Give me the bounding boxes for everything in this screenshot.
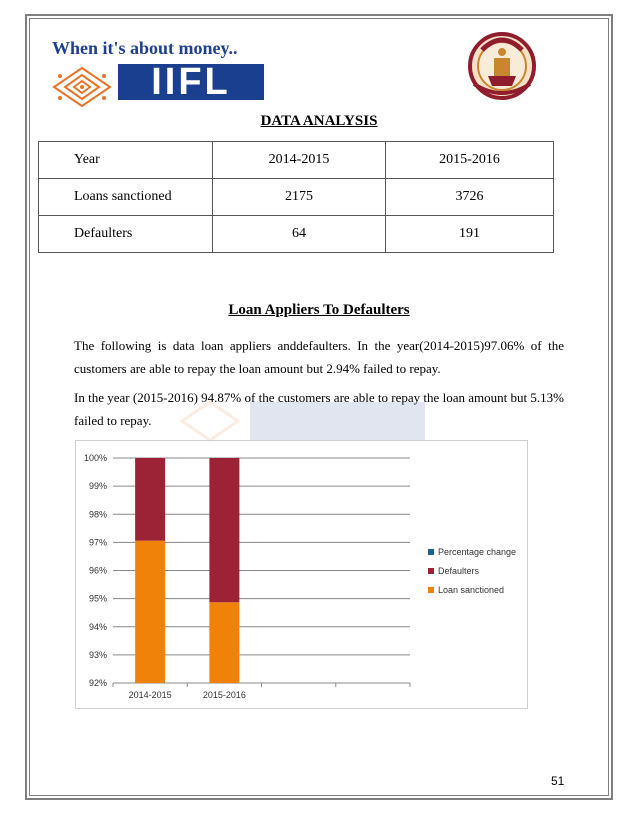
legend-label: Percentage change xyxy=(438,547,517,557)
logo-wordmark: IIFL xyxy=(151,61,231,103)
y-tick-label: 100% xyxy=(83,453,107,463)
y-tick-label: 98% xyxy=(88,509,107,520)
y-tick-label: 93% xyxy=(88,649,107,660)
chart-canvas xyxy=(76,441,527,708)
logo-pattern-icon xyxy=(52,66,112,108)
table-row xyxy=(39,179,554,216)
bar-segment xyxy=(135,541,165,683)
bar-segment xyxy=(135,458,165,541)
y-tick-label: 92% xyxy=(88,678,107,688)
stacked-bar-chart xyxy=(75,440,528,709)
table-row xyxy=(39,216,554,253)
paragraph: The following is data loan appliers anddefaulters. In the year(2014-2015)97.06% of the customers are able to repay the loan amount but 2.94% failed to repay. xyxy=(74,338,564,376)
legend-label: Defaulters xyxy=(438,566,480,576)
legend-swatch xyxy=(428,587,434,593)
table-cell: Loans sanctioned xyxy=(39,179,213,216)
bar-segment xyxy=(209,602,239,683)
legend-swatch xyxy=(428,549,434,555)
table-cell: 2175 xyxy=(213,179,386,216)
section-title: Loan Appliers To Defaulters xyxy=(228,302,410,318)
y-tick-label: 97% xyxy=(88,537,107,548)
watermark-logo-icon xyxy=(180,400,430,442)
bar-segment xyxy=(209,458,239,602)
page-title: DATA ANALYSIS xyxy=(260,113,378,129)
data-table xyxy=(38,141,554,253)
y-tick-label: 94% xyxy=(88,621,107,632)
paragraph: In the year (2015-2016) 94.87% of the customers are able to repay the loan amount but 5.13% failed to repay. xyxy=(74,390,564,428)
table-row xyxy=(39,142,554,179)
table-cell: 2015-2016 xyxy=(386,142,554,179)
y-tick-label: 99% xyxy=(88,481,107,492)
legend-swatch xyxy=(428,568,434,574)
page-number: 51 xyxy=(551,774,565,788)
x-tick-label: 2015-2016 xyxy=(202,690,246,700)
university-emblem-icon xyxy=(468,30,536,100)
y-tick-label: 95% xyxy=(88,593,107,604)
legend-label: Loan sanctioned xyxy=(438,585,505,595)
x-tick-label: 2014-2015 xyxy=(128,690,172,700)
table-cell: Year xyxy=(39,142,213,179)
table-cell: 191 xyxy=(386,216,554,253)
table-cell: 2014-2015 xyxy=(213,142,386,179)
table-cell: 3726 xyxy=(386,179,554,216)
table-cell: Defaulters xyxy=(39,216,213,253)
logo-tagline: When it's about money.. xyxy=(52,38,238,58)
y-tick-label: 96% xyxy=(88,565,107,576)
table-cell: 64 xyxy=(213,216,386,253)
